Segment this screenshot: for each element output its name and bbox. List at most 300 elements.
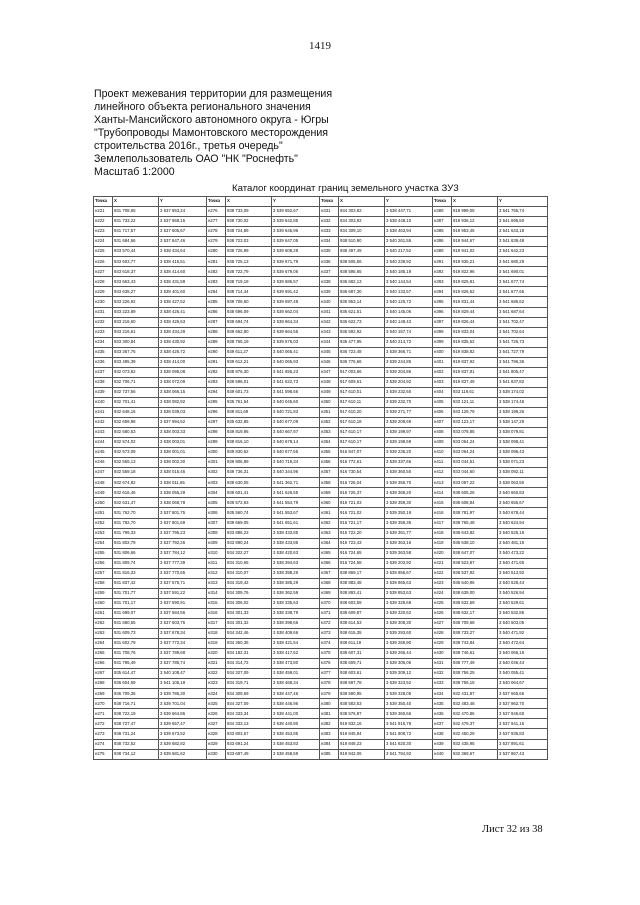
point-id-cell: н363 — [320, 528, 339, 538]
x-coordinate-cell: 935 560,74 — [226, 508, 272, 518]
x-coordinate-cell: 938 605,26 — [452, 488, 498, 498]
x-coordinate-cell: 938 722,79 — [226, 267, 272, 277]
column-header: Точка — [207, 197, 226, 207]
point-id-cell: н420 — [433, 548, 452, 558]
x-coordinate-cell: 933 129,79 — [452, 407, 498, 417]
y-coordinate-cell: 3 539 293,60 — [385, 629, 433, 639]
point-id-cell: н305 — [207, 498, 226, 508]
y-coordinate-cell: 3 541 643,18 — [498, 227, 548, 237]
point-id-cell: н296 — [207, 407, 226, 417]
y-coordinate-cell: 3 539 865,63 — [385, 578, 433, 588]
x-coordinate-cell: 938 746,61 — [452, 649, 498, 659]
point-id-cell: н313 — [207, 578, 226, 588]
y-coordinate-cell: 3 540 532,86 — [498, 608, 548, 618]
x-coordinate-cell: 935 614,47 — [113, 669, 159, 679]
y-coordinate-cell: 3 539 232,70 — [385, 397, 433, 407]
x-coordinate-cell: 917 610,01 — [339, 387, 385, 397]
y-coordinate-cell: 3 539 199,97 — [385, 428, 433, 438]
table-row — [94, 357, 548, 367]
y-coordinate-cell: 3 539 691,42 — [272, 287, 320, 297]
x-coordinate-cell: 938 732,52 — [113, 739, 159, 749]
point-id-cell: н304 — [207, 488, 226, 498]
point-id-cell: н287 — [207, 317, 226, 327]
table-row — [94, 438, 548, 448]
x-coordinate-cell: 935 632,85 — [226, 418, 272, 428]
x-coordinate-cell: 916 721,02 — [339, 508, 385, 518]
x-coordinate-cell: 938 639,00 — [452, 588, 498, 598]
point-id-cell: н326 — [207, 709, 226, 719]
point-id-cell: н274 — [94, 739, 113, 749]
x-coordinate-cell: 933 119,61 — [452, 387, 498, 397]
point-id-cell: н351 — [320, 407, 339, 417]
x-coordinate-cell: 936 621,51 — [339, 307, 385, 317]
x-coordinate-cell: 934 309,76 — [226, 588, 272, 598]
y-coordinate-cell: 3 539 209,69 — [385, 418, 433, 428]
point-id-cell: н344 — [320, 337, 339, 347]
point-id-cell: н327 — [207, 719, 226, 729]
y-coordinate-cell: 3 537 772,34 — [159, 639, 207, 649]
x-coordinate-cell: 933 687,49 — [226, 749, 272, 759]
x-coordinate-cell: 938 727,47 — [113, 719, 159, 729]
point-id-cell: н382 — [320, 719, 339, 729]
point-id-cell: н293 — [207, 377, 226, 387]
x-coordinate-cell: 939 601,73 — [226, 387, 272, 397]
y-coordinate-cell: 3 538 199,26 — [498, 407, 548, 417]
x-coordinate-cell: 938 709,68 — [452, 618, 498, 628]
table-row — [94, 749, 548, 759]
y-coordinate-cell: 3 538 338,79 — [272, 608, 320, 618]
y-coordinate-cell: 3 537 777,39 — [159, 558, 207, 568]
y-coordinate-cell: 3 538 072,09 — [159, 377, 207, 387]
point-id-cell: н423 — [433, 578, 452, 588]
point-id-cell: н252 — [94, 518, 113, 528]
x-coordinate-cell: 919 832,16 — [339, 719, 385, 729]
point-id-cell: н364 — [320, 538, 339, 548]
point-id-cell: н433 — [433, 679, 452, 689]
y-coordinate-cell: 3 538 401,60 — [159, 287, 207, 297]
table-row — [94, 458, 548, 468]
x-coordinate-cell: 938 723,03 — [226, 237, 272, 247]
x-coordinate-cell: 938 576,87 — [339, 709, 385, 719]
point-id-cell: н432 — [433, 669, 452, 679]
table-row — [94, 578, 548, 588]
y-coordinate-cell: 3 538 398,26 — [272, 568, 320, 578]
x-coordinate-cell: 938 611,19 — [339, 639, 385, 649]
x-coordinate-cell: 939 601,41 — [226, 488, 272, 498]
x-coordinate-cell: 932 431,87 — [452, 689, 498, 699]
y-coordinate-cell: 3 540 719,34 — [272, 458, 320, 468]
y-coordinate-cell: 3 540 660,83 — [498, 488, 548, 498]
point-id-cell: н354 — [320, 438, 339, 448]
point-id-cell: н406 — [433, 407, 452, 417]
coordinates-table — [93, 196, 548, 760]
y-coordinate-cell: 3 539 356,70 — [385, 478, 433, 488]
point-id-cell: н370 — [320, 598, 339, 608]
point-id-cell: н427 — [433, 618, 452, 628]
y-coordinate-cell: 3 539 664,34 — [272, 317, 320, 327]
point-id-cell: н262 — [94, 618, 113, 628]
page-number: 1419 — [309, 40, 331, 52]
y-coordinate-cell: 3 539 350,40 — [385, 699, 433, 709]
x-coordinate-cell: 931 602,79 — [113, 639, 159, 649]
y-coordinate-cell: 3 539 266,44 — [385, 649, 433, 659]
point-id-cell: н424 — [433, 588, 452, 598]
y-coordinate-cell: 3 540 185,19 — [385, 267, 433, 277]
table-row — [94, 407, 548, 417]
point-id-cell: н332 — [320, 217, 339, 227]
point-id-cell: н257 — [94, 568, 113, 578]
point-id-cell: н268 — [94, 679, 113, 689]
x-coordinate-cell: 936 592,92 — [339, 327, 385, 337]
x-coordinate-cell: 931 680,55 — [113, 618, 159, 628]
y-coordinate-cell: 3 538 434,64 — [159, 247, 207, 257]
y-coordinate-cell: 3 539 853,63 — [385, 588, 433, 598]
y-coordinate-cell: 3 540 655,67 — [498, 498, 548, 508]
point-id-cell: н408 — [433, 428, 452, 438]
table-row — [94, 588, 548, 598]
table-row — [94, 297, 548, 307]
point-id-cell: н413 — [433, 478, 452, 488]
table-row — [94, 739, 548, 749]
y-coordinate-cell: 3 541 794,92 — [385, 749, 433, 759]
y-coordinate-cell: 3 541 726,73 — [498, 337, 548, 347]
point-id-cell: н285 — [207, 297, 226, 307]
table-row — [94, 629, 548, 639]
point-id-cell: н271 — [94, 709, 113, 719]
y-coordinate-cell: 3 540 624,94 — [498, 518, 548, 528]
table-row — [94, 729, 548, 739]
x-coordinate-cell: 933 097,22 — [452, 478, 498, 488]
x-coordinate-cell: 916 947,07 — [339, 448, 385, 458]
x-coordinate-cell: 932 073,62 — [113, 367, 159, 377]
point-id-cell: н399 — [433, 327, 452, 337]
y-coordinate-cell: 3 538 055,29 — [159, 488, 207, 498]
x-coordinate-cell: 919 831,44 — [452, 297, 498, 307]
point-id-cell: н260 — [94, 598, 113, 608]
y-coordinate-cell: 3 539 686,57 — [272, 277, 320, 287]
point-id-cell: н418 — [433, 528, 452, 538]
y-coordinate-cell: 3 538 426,63 — [159, 317, 207, 327]
x-coordinate-cell: 933 044,51 — [452, 458, 498, 468]
y-coordinate-cell: 3 539 652,67 — [272, 207, 320, 217]
table-row — [94, 608, 548, 618]
table-row — [94, 448, 548, 458]
y-coordinate-cell: 3 539 320,62 — [385, 608, 433, 618]
x-coordinate-cell: 931 816,33 — [113, 568, 159, 578]
y-coordinate-cell: 3 540 108,47 — [159, 669, 207, 679]
point-id-cell: н306 — [207, 508, 226, 518]
x-coordinate-cell: 939 572,93 — [226, 498, 272, 508]
point-id-cell: н345 — [320, 347, 339, 357]
y-coordinate-cell: 3 539 664,86 — [159, 709, 207, 719]
point-id-cell: н399 — [433, 337, 452, 347]
point-id-cell: н355 — [320, 448, 339, 458]
header-line: Ханты-Мансийского автономного округа - Югры — [94, 114, 329, 126]
point-id-cell: н314 — [207, 588, 226, 598]
point-id-cell: н267 — [94, 669, 113, 679]
point-id-cell: н223 — [94, 227, 113, 237]
point-id-cell: н371 — [320, 608, 339, 618]
y-coordinate-cell: 3 540 721,83 — [272, 407, 320, 417]
x-coordinate-cell: 939 819,95 — [226, 428, 272, 438]
point-id-cell: н347 — [320, 367, 339, 377]
point-id-cell: н272 — [94, 719, 113, 729]
point-id-cell: н278 — [207, 227, 226, 237]
point-id-cell: н266 — [94, 659, 113, 669]
x-coordinate-cell: 938 714,44 — [226, 287, 272, 297]
x-coordinate-cell: 933 064,24 — [452, 438, 498, 448]
point-id-cell: н334 — [320, 237, 339, 247]
x-coordinate-cell: 933 216,61 — [113, 327, 159, 337]
y-coordinate-cell: 3 539 199,59 — [385, 438, 433, 448]
y-coordinate-cell: 3 538 421,54 — [272, 639, 320, 649]
point-id-cell: н303 — [207, 478, 226, 488]
y-coordinate-cell: 3 538 096,43 — [498, 448, 548, 458]
x-coordinate-cell: 938 733,09 — [226, 207, 272, 217]
y-coordinate-cell: 3 540 157,74 — [385, 327, 433, 337]
y-coordinate-cell: 3 538 362,59 — [272, 588, 320, 598]
y-coordinate-cell: 3 538 448,10 — [385, 217, 433, 227]
point-id-cell: н397 — [433, 317, 452, 327]
y-coordinate-cell: 3 541 553,67 — [272, 508, 320, 518]
point-id-cell: н249 — [94, 488, 113, 498]
point-id-cell: н385 — [433, 227, 452, 237]
x-coordinate-cell: 938 719,19 — [226, 277, 272, 287]
x-coordinate-cell: 934 342,46 — [226, 629, 272, 639]
y-coordinate-cell: 3 538 079,81 — [498, 428, 548, 438]
table-row — [94, 558, 548, 568]
x-coordinate-cell: 919 935,21 — [452, 257, 498, 267]
point-id-cell: н286 — [207, 307, 226, 317]
point-id-cell: н282 — [207, 267, 226, 277]
y-coordinate-cell: 3 539 328,05 — [385, 689, 433, 699]
y-coordinate-cell: 3 537 665,66 — [498, 689, 548, 699]
x-coordinate-cell: 917 003,66 — [339, 367, 385, 377]
x-coordinate-cell: 933 495,39 — [113, 357, 159, 367]
x-coordinate-cell: 938 537,92 — [452, 568, 498, 578]
point-id-cell: н301 — [207, 458, 226, 468]
point-id-cell: н295 — [207, 397, 226, 407]
x-coordinate-cell: 933 216,60 — [113, 317, 159, 327]
table-row — [94, 669, 548, 679]
x-coordinate-cell: 933 121,11 — [452, 397, 498, 407]
y-coordinate-cell: 3 537 770,65 — [159, 568, 207, 578]
x-coordinate-cell: 917 610,11 — [339, 397, 385, 407]
y-coordinate-cell: 3 540 261,55 — [385, 237, 433, 247]
point-id-cell: н412 — [433, 468, 452, 478]
point-id-cell: н315 — [207, 598, 226, 608]
point-id-cell: н434 — [433, 689, 452, 699]
y-coordinate-cell: 3 539 682,82 — [159, 739, 207, 749]
x-coordinate-cell: 933 570,44 — [113, 247, 159, 257]
x-coordinate-cell: 934 301,32 — [226, 618, 272, 628]
x-coordinate-cell: 916 725,37 — [339, 488, 385, 498]
y-coordinate-cell: 3 538 433,85 — [272, 538, 320, 548]
point-id-cell: н291 — [207, 357, 226, 367]
table-row — [94, 347, 548, 357]
y-coordinate-cell: 3 538 063,50 — [498, 478, 548, 488]
x-coordinate-cell: 938 722,19 — [113, 709, 159, 719]
point-id-cell: н269 — [94, 689, 113, 699]
y-coordinate-cell: 3 539 266,90 — [385, 639, 433, 649]
x-coordinate-cell: 934 319,42 — [226, 578, 272, 588]
point-id-cell: н392 — [433, 267, 452, 277]
y-coordinate-cell: 3 539 671,79 — [272, 257, 320, 267]
table-row — [94, 618, 548, 628]
point-id-cell: н239 — [94, 387, 113, 397]
point-id-cell: н426 — [433, 608, 452, 618]
point-id-cell: н226 — [94, 257, 113, 267]
point-id-cell: н373 — [320, 629, 339, 639]
point-id-cell: н231 — [94, 307, 113, 317]
point-id-cell: н352 — [320, 418, 339, 428]
point-id-cell: н250 — [94, 498, 113, 508]
point-id-cell: н400 — [433, 347, 452, 357]
table-row — [94, 679, 548, 689]
y-coordinate-cell: 3 540 045,60 — [272, 397, 320, 407]
y-coordinate-cell: 3 538 068,78 — [159, 498, 207, 508]
y-coordinate-cell: 3 539 359,30 — [385, 498, 433, 508]
x-coordinate-cell: 938 869,17 — [339, 568, 385, 578]
point-id-cell: н367 — [320, 568, 339, 578]
x-coordinate-cell: 916 730,54 — [339, 468, 385, 478]
point-id-cell: н238 — [94, 377, 113, 387]
x-coordinate-cell: 938 876,30 — [226, 367, 272, 377]
point-id-cell: н297 — [207, 418, 226, 428]
point-id-cell: н259 — [94, 588, 113, 598]
y-coordinate-cell: 3 540 125,72 — [385, 297, 433, 307]
y-coordinate-cell: 3 539 306,06 — [385, 659, 433, 669]
x-coordinate-cell: 936 622,73 — [339, 317, 385, 327]
x-coordinate-cell: 934 350,35 — [226, 639, 272, 649]
y-coordinate-cell: 3 541 622,73 — [272, 377, 320, 387]
y-coordinate-cell: 3 540 217,52 — [385, 247, 433, 257]
x-coordinate-cell: 916 722,20 — [339, 528, 385, 538]
y-coordinate-cell: 3 539 308,30 — [385, 618, 433, 628]
y-coordinate-cell: 3 541 690,01 — [498, 267, 548, 277]
x-coordinate-cell: 933 367,76 — [113, 347, 159, 357]
x-coordinate-cell: 939 611,27 — [226, 347, 272, 357]
point-id-cell: н402 — [433, 367, 452, 377]
x-coordinate-cell: 938 716,71 — [113, 699, 159, 709]
x-coordinate-cell: 938 597,78 — [339, 679, 385, 689]
point-id-cell: н435 — [433, 699, 452, 709]
point-id-cell: н235 — [94, 347, 113, 357]
y-coordinate-cell: 3 539 244,85 — [385, 357, 433, 367]
point-id-cell: н419 — [433, 538, 452, 548]
point-id-cell: н240 — [94, 397, 113, 407]
point-id-cell: н311 — [207, 558, 226, 568]
y-coordinate-cell: 3 537 941,16 — [498, 719, 548, 729]
y-coordinate-cell: 3 538 463,94 — [385, 227, 433, 237]
x-coordinate-cell: 916 724,68 — [339, 558, 385, 568]
x-coordinate-cell: 931 717,57 — [113, 227, 159, 237]
y-coordinate-cell: 3 538 459,01 — [272, 669, 320, 679]
point-id-cell: н255 — [94, 548, 113, 558]
x-coordinate-cell: 919 829,44 — [452, 307, 498, 317]
y-coordinate-cell: 3 540 513,92 — [498, 568, 548, 578]
point-id-cell: н431 — [433, 659, 452, 669]
y-coordinate-cell: 3 539 608,28 — [272, 247, 320, 257]
point-id-cell: н429 — [433, 639, 452, 649]
y-coordinate-cell: 3 538 440,80 — [272, 719, 320, 729]
y-coordinate-cell: 3 539 366,71 — [385, 347, 433, 357]
x-coordinate-cell: 938 510,90 — [339, 237, 385, 247]
point-id-cell: н318 — [207, 629, 226, 639]
column-header: X — [226, 197, 272, 207]
y-coordinate-cell: 3 539 369,20 — [385, 488, 433, 498]
point-id-cell: н353 — [320, 428, 339, 438]
point-id-cell: н411 — [433, 458, 452, 468]
x-coordinate-cell: 938 743,84 — [452, 639, 498, 649]
x-coordinate-cell: 931 684,66 — [113, 237, 159, 247]
y-coordinate-cell: 3 538 446,96 — [272, 699, 320, 709]
x-coordinate-cell: 919 848,23 — [339, 739, 385, 749]
x-coordinate-cell: 933 890,24 — [226, 538, 272, 548]
table-row — [94, 227, 548, 237]
table-row — [94, 468, 548, 478]
point-id-cell: н234 — [94, 337, 113, 347]
x-coordinate-cell: 932 470,86 — [452, 709, 498, 719]
x-coordinate-cell: 934 182,31 — [226, 649, 272, 659]
y-coordinate-cell: 3 539 363,16 — [385, 538, 433, 548]
x-coordinate-cell: 931 708,65 — [113, 207, 159, 217]
x-coordinate-cell: 936 687,30 — [339, 287, 385, 297]
y-coordinate-cell: 3 541 816,78 — [385, 719, 433, 729]
x-coordinate-cell: 934 303,92 — [339, 217, 385, 227]
y-coordinate-cell: 3 539 701,04 — [159, 699, 207, 709]
point-id-cell: н416 — [433, 508, 452, 518]
y-coordinate-cell: 3 538 426,41 — [159, 307, 207, 317]
x-coordinate-cell: 936 953,14 — [339, 297, 385, 307]
x-coordinate-cell: 917 610,18 — [339, 418, 385, 428]
point-id-cell: н374 — [320, 639, 339, 649]
table-row — [94, 327, 548, 337]
x-coordinate-cell: 934 306,02 — [226, 598, 272, 608]
y-coordinate-cell: 3 539 329,68 — [385, 598, 433, 608]
y-coordinate-cell: 3 540 066,16 — [498, 649, 548, 659]
y-coordinate-cell: 3 539 664,55 — [272, 327, 320, 337]
point-id-cell: н393 — [433, 277, 452, 287]
point-id-cell: н356 — [320, 458, 339, 468]
x-coordinate-cell: 933 635,27 — [113, 287, 159, 297]
point-id-cell: н328 — [207, 729, 226, 739]
y-coordinate-cell: 3 538 426,72 — [159, 347, 207, 357]
x-coordinate-cell: 931 701,17 — [113, 598, 159, 608]
y-coordinate-cell: 3 539 576,03 — [272, 337, 320, 347]
y-coordinate-cell: 3 537 795,23 — [159, 528, 207, 538]
point-id-cell: н358 — [320, 478, 339, 488]
table-row — [94, 548, 548, 558]
point-id-cell: н283 — [207, 277, 226, 287]
table-row — [94, 307, 548, 317]
point-id-cell: н288 — [207, 327, 226, 337]
point-id-cell: н336 — [320, 257, 339, 267]
x-coordinate-cell: 919 826,52 — [452, 287, 498, 297]
y-coordinate-cell: 3 538 398,66 — [272, 618, 320, 628]
column-header: X — [113, 197, 159, 207]
y-coordinate-cell: 3 539 361,77 — [385, 528, 433, 538]
point-id-cell: н329 — [207, 739, 226, 749]
point-id-cell: н384 — [320, 739, 339, 749]
y-coordinate-cell: 3 539 337,66 — [385, 458, 433, 468]
header-line: Проект межевания территории для размещения — [94, 88, 333, 100]
point-id-cell: н337 — [320, 267, 339, 277]
y-coordinate-cell: 3 540 064,67 — [498, 679, 548, 689]
point-id-cell: н415 — [433, 498, 452, 508]
point-id-cell: н310 — [207, 548, 226, 558]
y-coordinate-cell: 3 540 065,93 — [272, 357, 320, 367]
